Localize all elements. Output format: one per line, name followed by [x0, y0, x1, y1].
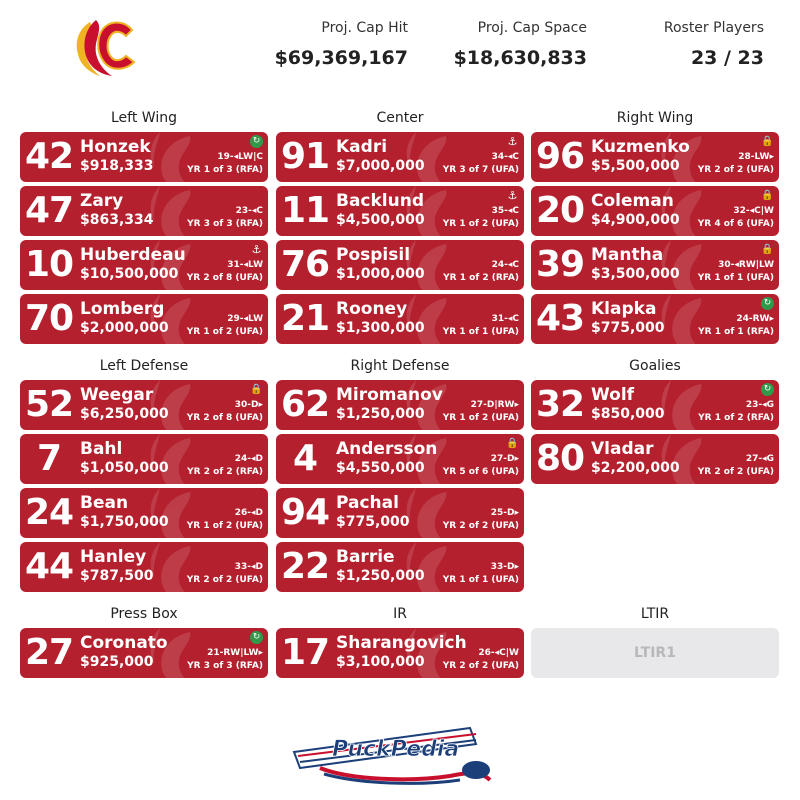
player-name[interactable]: Pachal — [336, 493, 399, 513]
jersey-number: 96 — [535, 136, 585, 177]
ltir-slot[interactable]: LTIR1 — [531, 628, 779, 678]
player-card[interactable] — [276, 542, 524, 592]
player-salary: $918,333 — [80, 158, 154, 174]
jersey-number: 21 — [280, 298, 330, 339]
lock-status-icon: 🔒 — [761, 190, 774, 201]
player-name[interactable]: Barrie — [336, 547, 395, 567]
player-card[interactable] — [20, 628, 268, 678]
jersey-number: 47 — [24, 190, 74, 231]
player-card[interactable] — [276, 294, 524, 344]
player-age-position: 31-◂LW — [227, 260, 263, 270]
player-card[interactable] — [276, 240, 524, 290]
player-age-position: 19-◂LW|C — [217, 152, 263, 162]
player-contract-year: YR 1 of 2 (UFA) — [442, 413, 519, 423]
jersey-number: 80 — [535, 438, 585, 479]
player-card[interactable] — [531, 434, 779, 484]
player-salary: $863,334 — [80, 212, 154, 228]
player-name[interactable]: Coronato — [80, 633, 168, 653]
jersey-number: 76 — [280, 244, 330, 285]
player-card[interactable] — [20, 186, 268, 236]
player-salary: $1,050,000 — [80, 460, 169, 476]
player-contract-year: YR 1 of 1 (UFA) — [697, 273, 774, 283]
player-contract-year: YR 1 of 2 (RFA) — [443, 273, 519, 283]
player-salary: $775,000 — [591, 320, 665, 336]
player-contract-year: YR 1 of 1 (UFA) — [442, 327, 519, 337]
calgary-flames-logo — [70, 14, 140, 80]
player-card[interactable] — [276, 488, 524, 538]
green-status-icon: ↻ — [761, 297, 774, 310]
player-card[interactable] — [276, 186, 524, 236]
player-contract-year: YR 2 of 2 (UFA) — [186, 575, 263, 585]
player-card[interactable] — [276, 628, 524, 678]
section-ltir: LTIR — [640, 606, 670, 622]
player-card[interactable] — [531, 294, 779, 344]
player-contract-year: YR 2 of 2 (RFA) — [187, 467, 263, 477]
section-left-defense: Left Defense — [99, 358, 189, 374]
jersey-number: 7 — [36, 438, 62, 479]
player-salary: $787,500 — [80, 568, 154, 584]
player-age-position: 26-◂C|W — [478, 648, 519, 658]
jersey-number: 42 — [24, 136, 74, 177]
player-name[interactable]: Kuzmenko — [591, 137, 690, 157]
cap-space-value: $18,630,833 — [453, 47, 587, 69]
player-salary: $775,000 — [336, 514, 410, 530]
player-card[interactable] — [531, 132, 779, 182]
player-age-position: 26-◂D — [234, 508, 263, 518]
player-contract-year: YR 1 of 2 (UFA) — [186, 521, 263, 531]
green-status-icon: ↻ — [761, 383, 774, 396]
player-age-position: 23-◂C — [235, 206, 263, 216]
jersey-number: 20 — [535, 190, 585, 231]
player-name[interactable]: Mantha — [591, 245, 664, 265]
player-contract-year: YR 3 of 3 (RFA) — [187, 661, 263, 671]
cap-hit-value: $69,369,167 — [274, 47, 408, 69]
cap-hit-stat — [275, 20, 408, 69]
player-age-position: 24-◂D — [234, 454, 263, 464]
anchor-status-icon: ⚓ — [507, 135, 518, 148]
player-salary: $1,250,000 — [336, 406, 425, 422]
section-center: Center — [376, 110, 424, 126]
puckpedia-logo — [290, 722, 512, 786]
jersey-number: 94 — [280, 492, 330, 533]
jersey-number: 24 — [24, 492, 74, 533]
player-age-position: 33-◂D — [234, 562, 263, 572]
player-salary: $2,000,000 — [80, 320, 169, 336]
player-card[interactable] — [20, 380, 268, 430]
jersey-number: 52 — [24, 384, 74, 425]
player-salary: $1,250,000 — [336, 568, 425, 584]
cap-hit-label: Proj. Cap Hit — [321, 20, 408, 36]
roster-players-stat — [664, 20, 764, 69]
player-contract-year: YR 2 of 2 (UFA) — [697, 165, 774, 175]
player-salary: $6,250,000 — [80, 406, 169, 422]
jersey-number: 32 — [535, 384, 585, 425]
player-card[interactable] — [20, 434, 268, 484]
player-name[interactable]: Weegar — [80, 385, 154, 405]
player-name[interactable]: Zary — [80, 191, 124, 211]
player-name[interactable]: Andersson — [336, 439, 438, 459]
jersey-number: 4 — [292, 438, 318, 479]
player-name[interactable]: Rooney — [336, 299, 408, 319]
roster-players-value: 23 / 23 — [690, 47, 764, 69]
player-contract-year: YR 1 of 2 (RFA) — [698, 413, 774, 423]
player-name[interactable]: Honzek — [80, 137, 151, 157]
player-salary: $2,200,000 — [591, 460, 680, 476]
player-age-position: 27-D▸ — [490, 454, 519, 464]
player-card[interactable] — [531, 240, 779, 290]
lock-status-icon: 🔒 — [761, 244, 774, 255]
player-card[interactable] — [20, 488, 268, 538]
player-card[interactable] — [20, 240, 268, 290]
player-salary: $5,500,000 — [591, 158, 680, 174]
section-goalies: Goalies — [629, 358, 681, 374]
player-card[interactable] — [276, 132, 524, 182]
player-age-position: 24-RW▸ — [736, 314, 774, 324]
player-age-position: 24-◂C — [491, 260, 519, 270]
player-salary: $4,550,000 — [336, 460, 425, 476]
green-status-icon: ↻ — [250, 631, 263, 644]
player-age-position: 33-D▸ — [490, 562, 519, 572]
player-name[interactable]: Hanley — [80, 547, 147, 567]
section-press-box: Press Box — [110, 606, 178, 622]
player-name[interactable]: Sharangovich — [336, 633, 467, 653]
player-salary: $7,000,000 — [336, 158, 425, 174]
jersey-number: 62 — [280, 384, 330, 425]
lock-status-icon: 🔒 — [506, 438, 519, 449]
player-contract-year: YR 3 of 7 (UFA) — [442, 165, 519, 175]
player-contract-year: YR 1 of 3 (RFA) — [187, 165, 263, 175]
player-salary: $10,500,000 — [80, 266, 179, 282]
player-name[interactable]: Huberdeau — [80, 245, 186, 265]
player-salary: $850,000 — [591, 406, 665, 422]
section-right-wing: Right Wing — [616, 110, 694, 126]
player-age-position: 30-◂RW|LW — [718, 260, 774, 270]
player-contract-year: YR 1 of 2 (UFA) — [442, 219, 519, 229]
player-salary: $1,750,000 — [80, 514, 169, 530]
jersey-number: 17 — [280, 632, 330, 673]
player-age-position: 25-D▸ — [490, 508, 519, 518]
player-name[interactable]: Backlund — [336, 191, 425, 211]
player-age-position: 32-◂C|W — [733, 206, 774, 216]
player-contract-year: YR 1 of 1 (RFA) — [698, 327, 774, 337]
anchor-status-icon: ⚓ — [507, 189, 518, 202]
player-card[interactable] — [20, 132, 268, 182]
player-card[interactable] — [531, 186, 779, 236]
player-name[interactable]: Bean — [80, 493, 129, 513]
player-age-position: 27-◂G — [745, 454, 774, 464]
player-contract-year: YR 2 of 8 (UFA) — [186, 413, 263, 423]
jersey-number: 44 — [24, 546, 74, 587]
player-card[interactable] — [20, 294, 268, 344]
player-contract-year: YR 2 of 8 (UFA) — [186, 273, 263, 283]
player-card[interactable] — [276, 380, 524, 430]
green-status-icon: ↻ — [250, 135, 263, 148]
player-name[interactable]: Pospisil — [336, 245, 411, 265]
player-age-position: 29-◂LW — [227, 314, 263, 324]
player-salary: $3,500,000 — [591, 266, 680, 282]
player-contract-year: YR 4 of 6 (UFA) — [697, 219, 774, 229]
lock-status-icon: 🔒 — [250, 384, 263, 395]
anchor-status-icon: ⚓ — [251, 243, 262, 256]
player-age-position: 30-D▸ — [234, 400, 263, 410]
player-name[interactable]: Miromanov — [336, 385, 443, 405]
player-name[interactable]: Lomberg — [80, 299, 165, 319]
player-name[interactable]: Klapka — [591, 299, 657, 319]
player-age-position: 23-◂G — [745, 400, 774, 410]
jersey-number: 91 — [280, 136, 330, 177]
jersey-number: 39 — [535, 244, 585, 285]
player-name[interactable]: Wolf — [591, 385, 635, 405]
player-card[interactable] — [531, 380, 779, 430]
player-contract-year: YR 1 of 2 (UFA) — [186, 327, 263, 337]
jersey-number: 43 — [535, 298, 585, 339]
section-left-wing: Left Wing — [111, 110, 177, 126]
player-contract-year: YR 2 of 2 (UFA) — [697, 467, 774, 477]
player-age-position: 27-D|RW▸ — [470, 400, 519, 410]
puckpedia-logo-text: PuckPedia — [332, 737, 460, 762]
player-age-position: 34-◂C — [491, 152, 519, 162]
player-salary: $1,300,000 — [336, 320, 425, 336]
player-contract-year: YR 3 of 3 (RFA) — [187, 219, 263, 229]
section-right-defense: Right Defense — [350, 358, 450, 374]
roster-players-label: Roster Players — [663, 20, 764, 36]
player-age-position: 28-LW▸ — [738, 152, 774, 162]
jersey-number: 22 — [280, 546, 330, 587]
player-name[interactable]: Bahl — [80, 439, 123, 459]
player-name[interactable]: Coleman — [591, 191, 674, 211]
jersey-number: 27 — [24, 632, 74, 673]
player-contract-year: YR 5 of 6 (UFA) — [442, 467, 519, 477]
player-salary: $4,900,000 — [591, 212, 680, 228]
player-name[interactable]: Kadri — [336, 137, 388, 157]
player-age-position: 35-◂C — [491, 206, 519, 216]
cap-space-stat — [454, 20, 587, 69]
player-card[interactable] — [276, 434, 524, 484]
player-age-position: 31-◂C — [491, 314, 519, 324]
player-contract-year: YR 2 of 2 (UFA) — [442, 661, 519, 671]
player-contract-year: YR 2 of 2 (UFA) — [442, 521, 519, 531]
jersey-number: 11 — [280, 190, 330, 231]
player-name[interactable]: Vladar — [591, 439, 654, 459]
cap-space-label: Proj. Cap Space — [477, 20, 587, 36]
player-salary: $3,100,000 — [336, 654, 425, 670]
player-salary: $1,000,000 — [336, 266, 425, 282]
lock-status-icon: 🔒 — [761, 136, 774, 147]
player-salary: $925,000 — [80, 654, 154, 670]
section-ir: IR — [393, 606, 407, 622]
player-contract-year: YR 1 of 1 (UFA) — [442, 575, 519, 585]
jersey-number: 70 — [24, 298, 74, 339]
player-age-position: 21-RW|LW▸ — [207, 648, 263, 658]
player-card[interactable] — [20, 542, 268, 592]
jersey-number: 10 — [24, 244, 74, 285]
player-salary: $4,500,000 — [336, 212, 425, 228]
